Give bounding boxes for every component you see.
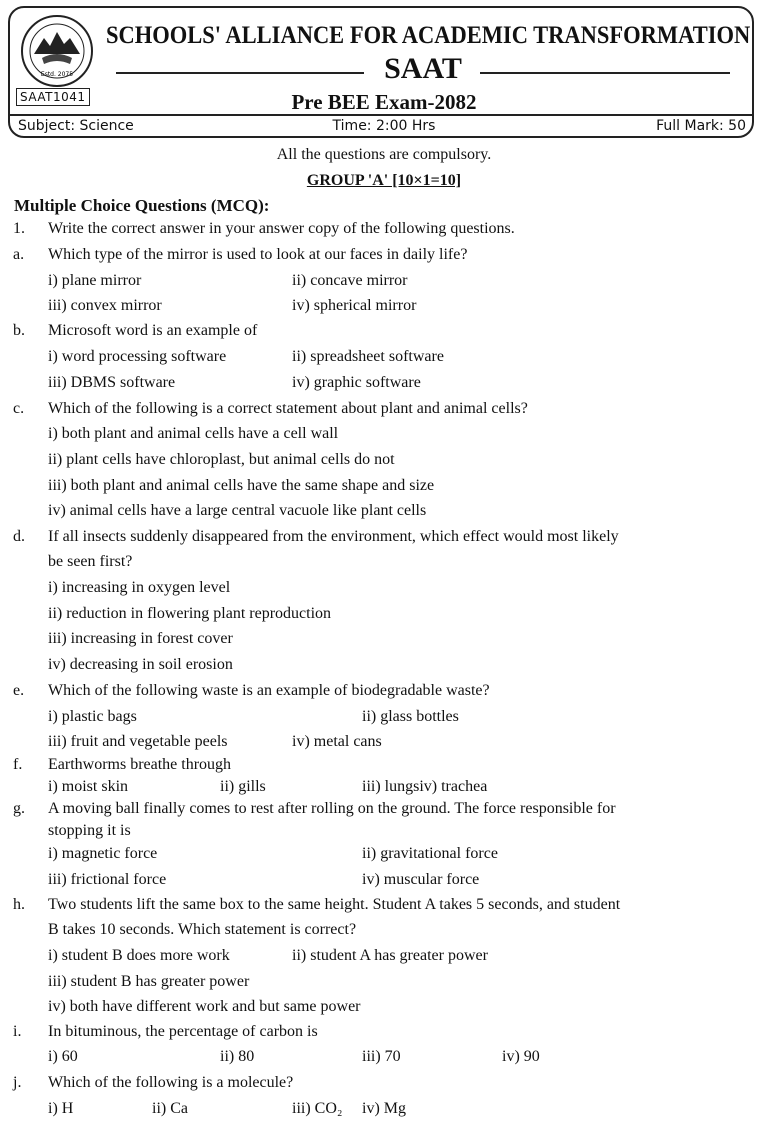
option: ii) gills	[220, 778, 266, 795]
divider-right	[480, 72, 730, 74]
option: iii) student B has greater power	[48, 973, 250, 990]
option: iv) Mg	[362, 1100, 406, 1117]
option: i) plastic bags	[48, 708, 137, 725]
option: iii) 70	[362, 1048, 401, 1065]
group-heading: GROUP 'A' [10×1=10]	[306, 172, 462, 189]
question-letter: a.	[13, 246, 25, 263]
time-label: Time: 2:00 Hrs	[332, 118, 436, 134]
question-text: If all insects suddenly disappeared from the environment, which effect would most likely	[48, 528, 619, 545]
question-number: 1.	[13, 220, 25, 237]
question-text: Two students lift the same box to the same height. Student A takes 5 seconds, and student	[48, 896, 621, 913]
option: iv) animal cells have a large central vacuole like plant cells	[48, 502, 427, 519]
option: iii) lungsiv) trachea	[362, 778, 488, 795]
option: iii) convex mirror	[48, 297, 162, 314]
question-text: Write the correct answer in your answer copy of the following questions.	[48, 220, 515, 237]
organization-name: SCHOOLS' ALLIANCE FOR ACADEMIC TRANSFORMATION	[106, 22, 751, 49]
question-letter: c.	[13, 400, 25, 417]
organization-acronym: SAAT	[384, 52, 462, 85]
option: i) both plant and animal cells have a cell wall	[48, 425, 339, 442]
option: iii) frictional force	[48, 871, 167, 888]
option: i) increasing in oxygen level	[48, 579, 231, 596]
question-text: be seen first?	[48, 553, 133, 570]
section-heading: Multiple Choice Questions (MCQ):	[14, 196, 270, 215]
option: ii) reduction in flowering plant reproduction	[48, 605, 332, 622]
option: ii) spreadsheet software	[292, 348, 444, 365]
option: iii) increasing in forest cover	[48, 630, 233, 647]
option: ii) student A has greater power	[292, 947, 488, 964]
option: i) word processing software	[48, 348, 227, 365]
question-text: stopping it is	[48, 822, 131, 839]
question-text: Which of the following is a molecule?	[48, 1074, 294, 1091]
option: ii) plant cells have chloroplast, but animal cells do not	[48, 451, 395, 468]
question-letter: j.	[13, 1074, 22, 1091]
option: iii) both plant and animal cells have the same shape and size	[48, 477, 435, 494]
option: i) moist skin	[48, 778, 129, 795]
option: i) student B does more work	[48, 947, 230, 964]
question-text: In bituminous, the percentage of carbon is	[48, 1023, 318, 1040]
question-text: Which of the following waste is an example of biodegradable waste?	[48, 682, 490, 699]
question-text: Microsoft word is an example of	[48, 322, 258, 339]
option: iv) muscular force	[362, 871, 480, 888]
option: iv) 90	[502, 1048, 540, 1065]
question-letter: b.	[13, 322, 25, 339]
option: iv) metal cans	[292, 733, 382, 750]
full-mark-label: Full Mark: 50	[656, 118, 746, 134]
option: iv) spherical mirror	[292, 297, 417, 314]
acronym-row	[116, 54, 730, 86]
question-letter: e.	[13, 682, 25, 699]
option: i) magnetic force	[48, 845, 158, 862]
subject-label: Subject: Science	[18, 118, 134, 134]
option: iv) decreasing in soil erosion	[48, 656, 233, 673]
exam-code-badge: SAAT1041	[16, 88, 90, 106]
header-divider	[8, 114, 754, 116]
svg-text:Estd. 2075: Estd. 2075	[40, 71, 74, 78]
question-text: Which type of the mirror is used to look at our faces in daily life?	[48, 246, 468, 263]
option: ii) glass bottles	[362, 708, 459, 725]
option: iv) graphic software	[292, 374, 421, 391]
option: ii) 80	[220, 1048, 255, 1065]
instructions: All the questions are compulsory.	[276, 146, 492, 163]
question-letter: i.	[13, 1023, 22, 1040]
option: iii) fruit and vegetable peels	[48, 733, 228, 750]
question-text: A moving ball finally comes to rest after rolling on the ground. The force responsible for	[48, 800, 616, 817]
option: i) H	[48, 1100, 74, 1117]
question-text: Which of the following is a correct statement about plant and animal cells?	[48, 400, 528, 417]
question-letter: g.	[13, 800, 25, 817]
option: ii) concave mirror	[292, 272, 408, 289]
question-text: Earthworms breathe through	[48, 756, 232, 773]
option: ii) gravitational force	[362, 845, 498, 862]
exam-title: Pre BEE Exam-2082	[291, 90, 477, 114]
option: i) plane mirror	[48, 272, 142, 289]
option: iv) both have different work and but same power	[48, 998, 361, 1015]
school-emblem-icon	[20, 14, 94, 88]
option: i) 60	[48, 1048, 78, 1065]
option: ii) Ca	[152, 1100, 188, 1117]
question-letter: h.	[13, 896, 25, 913]
option: iii) DBMS software	[48, 374, 176, 391]
question-letter: f.	[13, 756, 23, 773]
option: iii) CO₂	[292, 1100, 343, 1117]
question-letter: d.	[13, 528, 25, 545]
question-text: B takes 10 seconds. Which statement is correct?	[48, 921, 357, 938]
